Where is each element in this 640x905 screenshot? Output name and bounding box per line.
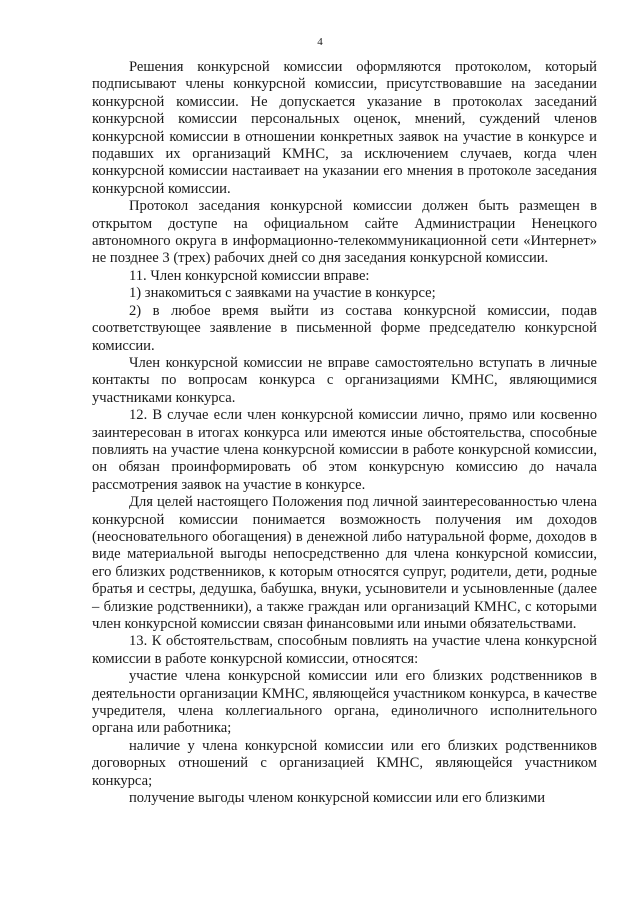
- paragraph-circumstance-benefit: получение выгоды членом конкурсной комиссии или его близкими: [129, 790, 546, 807]
- paragraph-protocol-decisions: Решения конкурсной комиссии оформляются протоколом, который подписывают члены конкурсной комиссии, присутствовавшие на заседании конкурсной комиссии. Не допускается указание в протоколах заседаний конкурсной комиссии персональных оценок, мнений, суждений членов конкурсной комиссии в отношении конкретных заявок на участие в конкурсе и подавших их организаций КМНС, за исключением случаев, когда член конкурсной комиссии настаивает на указании его мнения в протоколе заседания конкурсной комиссии.: [92, 59, 597, 197]
- paragraph-contact-restriction: Член конкурсной комиссии не вправе самостоятельно вступать в личные контакты по вопросам конкурса с организациями КМНС, являющимися участниками конкурса.: [92, 354, 597, 406]
- paragraph-circumstance-contracts: наличие у члена конкурсной комиссии или его близких родственников договорных отношений с организацией КМНС, являющейся участником конкурса;: [92, 737, 597, 789]
- page-number: 4: [317, 36, 323, 48]
- paragraph-protocol-publication: Протокол заседания конкурсной комиссии должен быть размещен в открытом доступе на официальном сайте Администрации Ненецкого автономного округа в информационно-телекоммуникационной сети «Интернет» не позднее 3 (трех) рабочих дней со дня заседания конкурсной комиссии.: [92, 198, 597, 267]
- list-item-right-2: 2) в любое время выйти из состава конкурсной комиссии, подав соответствующее заявление в письменной форме председателю конкурсной комиссии.: [92, 302, 597, 354]
- paragraph-circumstance-participation: участие члена конкурсной комиссии или его близких родственников в деятельности организации КМНС, являющейся участником конкурса, в качестве учредителя, члена коллегиального органа, единоличного исполнительного органа или работника;: [92, 668, 597, 737]
- paragraph-clause-13: 13. К обстоятельствам, способным повлиять на участие члена конкурсной комиссии в работе конкурсной комиссии, относятся:: [92, 633, 597, 667]
- paragraph-personal-interest-definition: Для целей настоящего Положения под личной заинтересованностью члена конкурсной комиссии понимается возможность получения им доходов (неосновательного обогащения) в денежной либо натуральной форме, доходов в виде материальной выгоды непосредственно для члена конкурсной комиссии, его близких родственников, к которым относятся супруг, родители, дети, родные братья и сестры, дедушка, бабушка, внуки, усыновители и усыновленные (далее – близкие родственники), а также граждан или организаций КМНС, с которыми член конкурсной комиссии связан финансовыми или иными обязательствами.: [92, 494, 597, 632]
- paragraph-member-rights-heading: 11. Член конкурсной комиссии вправе:: [129, 267, 370, 284]
- document-body: [92, 59, 597, 807]
- paragraph-clause-12: 12. В случае если член конкурсной комиссии лично, прямо или косвенно заинтересован в итогах конкурса или имеются иные обстоятельства, способные повлиять на участие члена конкурсной комиссии в работе конкурсной комиссии, он обязан проинформировать об этом конкурсную комиссию до начала рассмотрения заявок на участие в конкурсе.: [92, 407, 597, 493]
- list-item-right-1: 1) знакомиться с заявками на участие в конкурсе;: [129, 285, 436, 302]
